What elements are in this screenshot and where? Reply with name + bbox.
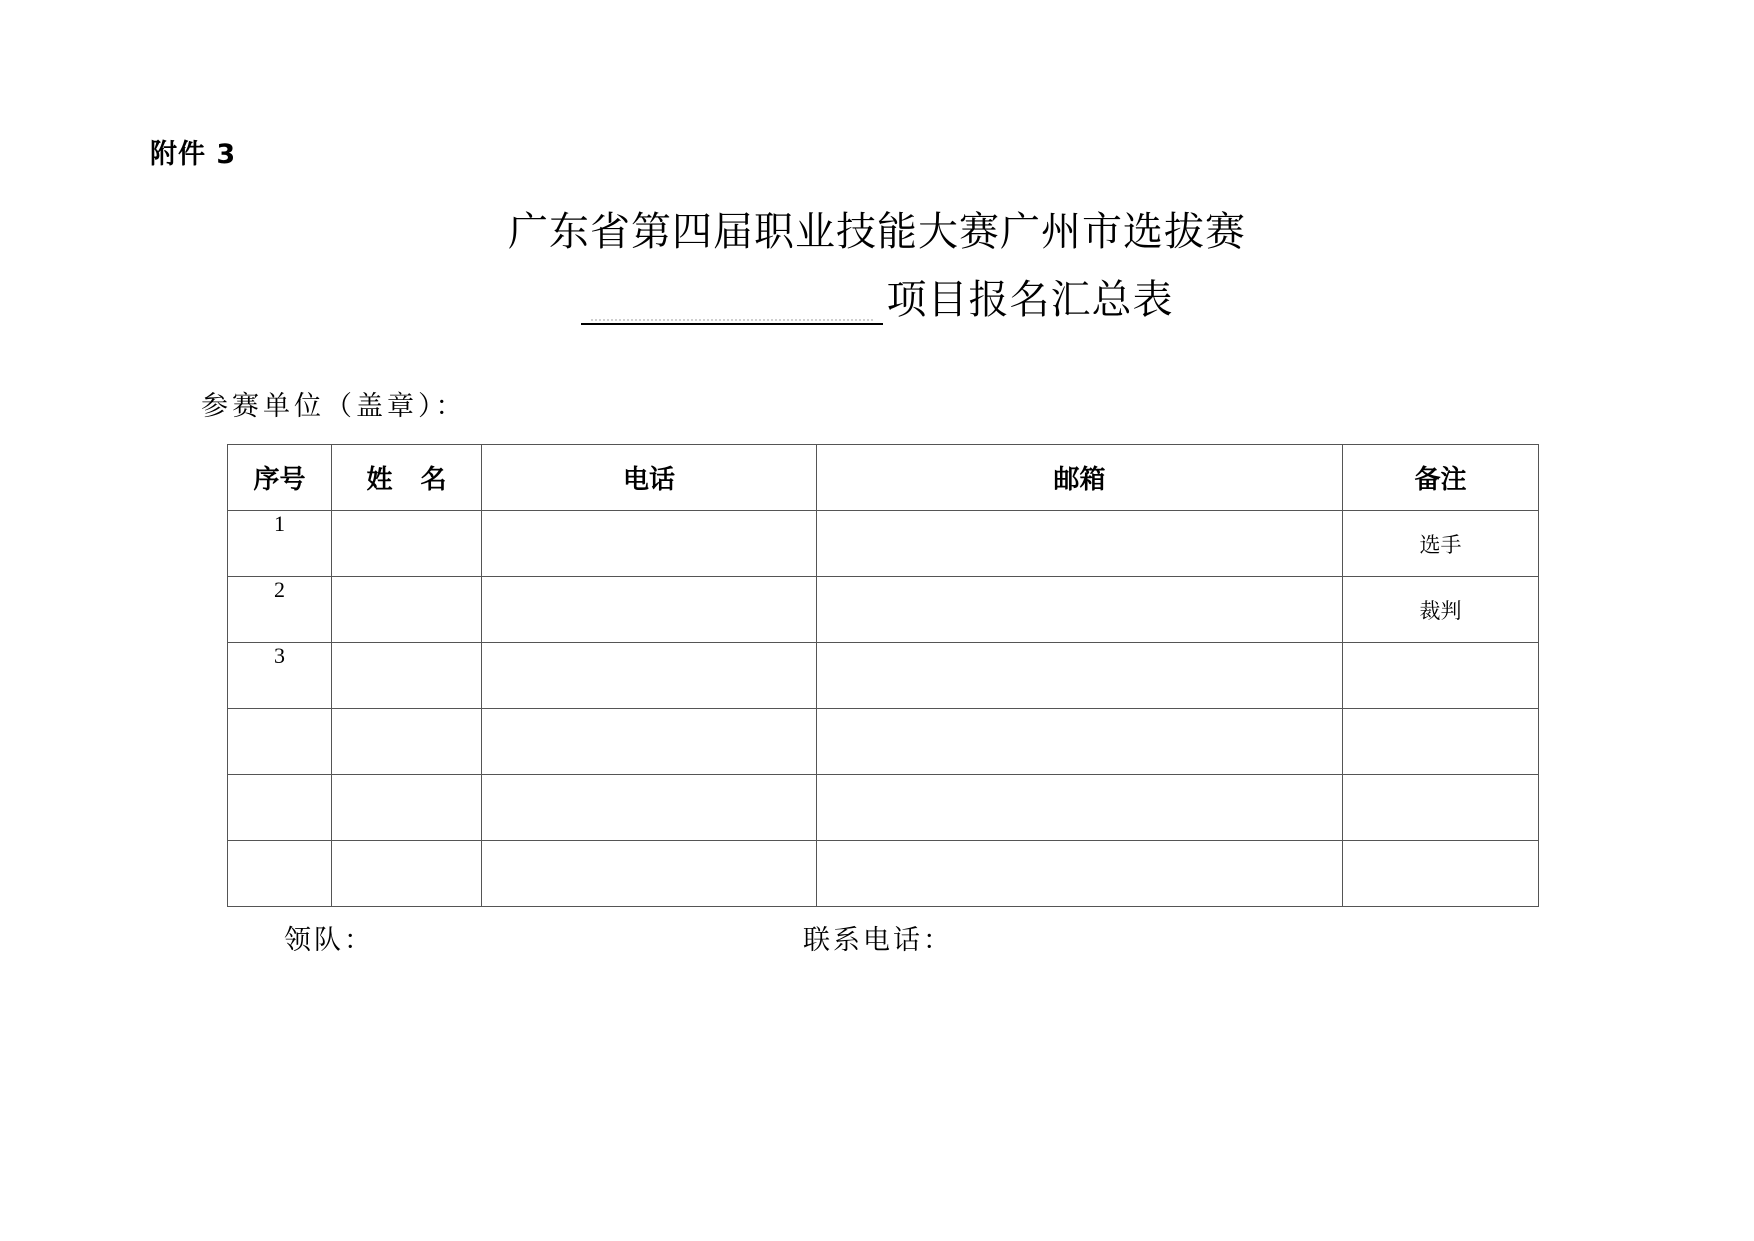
- cell-name[interactable]: [332, 511, 482, 577]
- cell-phone[interactable]: [482, 643, 817, 709]
- cell-phone[interactable]: [482, 775, 817, 841]
- header-seq: 序号: [228, 445, 332, 511]
- table-row: [228, 511, 1539, 577]
- cell-name[interactable]: [332, 709, 482, 775]
- table-row: [228, 709, 1539, 775]
- leader-label: 领队：: [284, 925, 374, 956]
- cell-name[interactable]: [332, 577, 482, 643]
- header-name-text: 姓名: [366, 465, 475, 495]
- attachment-label: 附件 3: [150, 139, 237, 170]
- cell-seq: 2: [228, 577, 332, 643]
- cell-email[interactable]: [817, 643, 1343, 709]
- table-row: [228, 577, 1539, 643]
- cell-phone[interactable]: [482, 709, 817, 775]
- registration-table: [227, 444, 1539, 907]
- cell-seq: [228, 841, 332, 907]
- form-title-line2: [0, 268, 1754, 325]
- form-title-line1: 广东省第四届职业技能大赛广州市选拔赛: [508, 209, 1246, 255]
- cell-seq: 3: [228, 643, 332, 709]
- header-name: [332, 445, 482, 511]
- form-title-suffix: 项目报名汇总表: [886, 277, 1174, 323]
- header-phone: 电话: [482, 445, 817, 511]
- cell-phone[interactable]: [482, 511, 817, 577]
- cell-email[interactable]: [817, 775, 1343, 841]
- cell-email[interactable]: [817, 841, 1343, 907]
- cell-note: 选手: [1343, 511, 1539, 577]
- cell-seq: [228, 709, 332, 775]
- cell-seq: 1: [228, 511, 332, 577]
- contact-phone-label: 联系电话：: [803, 925, 953, 956]
- cell-note: [1343, 643, 1539, 709]
- table-row: [228, 643, 1539, 709]
- cell-name[interactable]: [332, 841, 482, 907]
- cell-email[interactable]: [817, 511, 1343, 577]
- cell-name[interactable]: [332, 643, 482, 709]
- cell-note: [1343, 841, 1539, 907]
- cell-note: 裁判: [1343, 577, 1539, 643]
- participating-unit-label: 参赛单位（盖章）：: [201, 391, 467, 422]
- cell-phone[interactable]: [482, 577, 817, 643]
- table-row: [228, 775, 1539, 841]
- cell-phone[interactable]: [482, 841, 817, 907]
- cell-name[interactable]: [332, 775, 482, 841]
- project-name-blank[interactable]: [581, 279, 883, 325]
- table-row: [228, 841, 1539, 907]
- table-header-row: [228, 445, 1539, 511]
- header-note: 备注: [1343, 445, 1539, 511]
- cell-note: [1343, 709, 1539, 775]
- cell-email[interactable]: [817, 577, 1343, 643]
- cell-email[interactable]: [817, 709, 1343, 775]
- cell-note: [1343, 775, 1539, 841]
- cell-seq: [228, 775, 332, 841]
- header-email: 邮箱: [817, 445, 1343, 511]
